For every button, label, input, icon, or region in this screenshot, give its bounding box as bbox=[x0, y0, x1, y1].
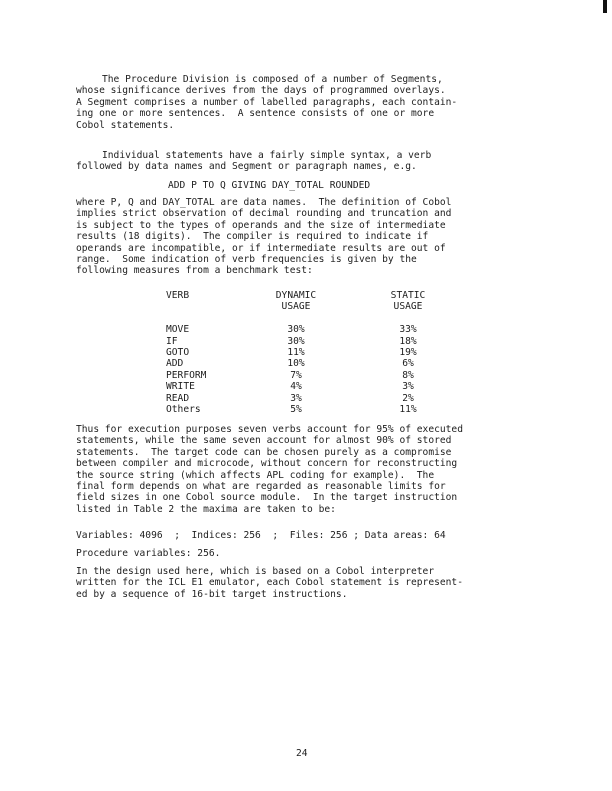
text-line: written for the ICL E1 emulator, each Cobol statement is represent- bbox=[76, 577, 463, 589]
text-line: where P, Q and DAY_TOTAL are data names. The definition of Cobol bbox=[76, 197, 452, 208]
dynamic-cell: 7% bbox=[290, 369, 302, 381]
static-cell: 2% bbox=[402, 392, 414, 404]
header-static-usage: USAGE bbox=[393, 301, 423, 313]
header-dynamic: DYNAMIC bbox=[275, 290, 317, 301]
static-cell: 33% bbox=[399, 324, 417, 336]
table-row bbox=[160, 347, 460, 358]
static-cell: 3% bbox=[402, 381, 414, 393]
page-number: 24 bbox=[296, 748, 308, 759]
table-spacer bbox=[160, 313, 460, 324]
text-line: statements, while the same seven account for almost 90% of stored bbox=[76, 435, 452, 447]
dynamic-cell: 30% bbox=[287, 335, 305, 347]
table-row bbox=[160, 336, 460, 347]
text-line: ing one or more sentences. A sentence consists of one or more bbox=[76, 108, 435, 120]
verb-cell: Others bbox=[166, 404, 201, 416]
text-line: A Segment comprises a number of labelled paragraphs, each contain- bbox=[76, 96, 458, 108]
verb-cell: WRITE bbox=[166, 381, 195, 393]
text-line: In the design used here, which is based on a Cobol interpreter bbox=[76, 566, 435, 577]
static-cell: 19% bbox=[399, 347, 417, 359]
text-line: implies strict observation of decimal rounding and truncation and bbox=[76, 208, 452, 220]
dynamic-cell: 10% bbox=[287, 358, 305, 370]
static-cell: 18% bbox=[399, 335, 417, 347]
paragraph-statement-syntax bbox=[76, 150, 516, 173]
text-line: operands are incompatible, or if intermediate results are out of bbox=[76, 242, 446, 254]
text-line: following measures from a benchmark test: bbox=[76, 265, 313, 277]
text-line: Individual statements have a fairly simple syntax, a verb bbox=[102, 150, 432, 161]
verb-cell: GOTO bbox=[166, 347, 190, 359]
table-header-row bbox=[160, 301, 460, 312]
text-line: the source string (which affects APL coding for example). The bbox=[76, 469, 435, 481]
table-row bbox=[160, 324, 460, 335]
example-statement: ADD P TO Q GIVING DAY_TOTAL ROUNDED bbox=[168, 180, 371, 191]
verb-frequency-table bbox=[160, 290, 460, 415]
text-line: followed by data names and Segment or paragraph names, e.g. bbox=[76, 161, 417, 173]
text-line: Variables: 4096 ; Indices: 256 ; Files: 256 ; Data areas: 64 bbox=[76, 530, 446, 541]
text-line: between compiler and microcode, without concern for reconstructing bbox=[76, 458, 458, 470]
text-line: Thus for execution purposes seven verbs account for 95% of executed bbox=[76, 424, 463, 435]
text-line: statements. The target code can be chosen purely as a compromise bbox=[76, 446, 452, 458]
table-row bbox=[160, 404, 460, 415]
text-line: field sizes in one Cobol source module. In the target instruction bbox=[76, 492, 458, 504]
text-line: The Procedure Division is composed of a number of Segments, bbox=[102, 74, 443, 85]
text-line: results (18 digits). The compiler is required to indicate if bbox=[76, 231, 429, 243]
header-verb: VERB bbox=[166, 290, 190, 301]
text-line: final form depends on what are regarded as reasonable limits for bbox=[76, 481, 446, 493]
limits-line bbox=[76, 530, 516, 541]
text-line: Procedure variables: 256. bbox=[76, 548, 221, 559]
verb-cell: READ bbox=[166, 392, 190, 404]
dynamic-cell: 30% bbox=[287, 324, 305, 336]
header-dynamic-usage: USAGE bbox=[281, 301, 311, 313]
dynamic-cell: 4% bbox=[290, 381, 302, 393]
paragraph-execution-purposes bbox=[76, 424, 516, 515]
text-line: listed in Table 2 the maxima are taken to be: bbox=[76, 503, 336, 515]
dynamic-cell: 3% bbox=[290, 392, 302, 404]
static-cell: 11% bbox=[399, 404, 417, 416]
static-cell: 6% bbox=[402, 358, 414, 370]
text-line: Cobol statements. bbox=[76, 119, 175, 131]
procedure-variables-line bbox=[76, 548, 516, 559]
table-row bbox=[160, 370, 460, 381]
header-static: STATIC bbox=[390, 290, 426, 301]
verb-cell: IF bbox=[166, 335, 178, 347]
text-line: ed by a sequence of 16-bit target instructions. bbox=[76, 588, 348, 600]
table-row bbox=[160, 358, 460, 369]
table-row bbox=[160, 381, 460, 392]
verb-cell: MOVE bbox=[166, 324, 190, 336]
text-line: is subject to the types of operands and the size of intermediate bbox=[76, 219, 446, 231]
paragraph-procedure-division bbox=[76, 74, 516, 131]
text-line: range. Some indication of verb frequencies is given by the bbox=[76, 254, 417, 266]
page-edge-mark bbox=[603, 0, 607, 13]
dynamic-cell: 11% bbox=[287, 347, 305, 359]
static-cell: 8% bbox=[402, 369, 414, 381]
table-header-row bbox=[160, 290, 460, 301]
text-line: whose significance derives from the days of programmed overlays. bbox=[76, 85, 446, 97]
paragraph-design bbox=[76, 566, 516, 600]
header-blank bbox=[160, 301, 236, 312]
table-row bbox=[160, 393, 460, 404]
dynamic-cell: 5% bbox=[290, 404, 302, 416]
verb-cell: PERFORM bbox=[166, 369, 207, 381]
paragraph-data-names bbox=[76, 197, 516, 277]
verb-cell: ADD bbox=[166, 358, 184, 370]
